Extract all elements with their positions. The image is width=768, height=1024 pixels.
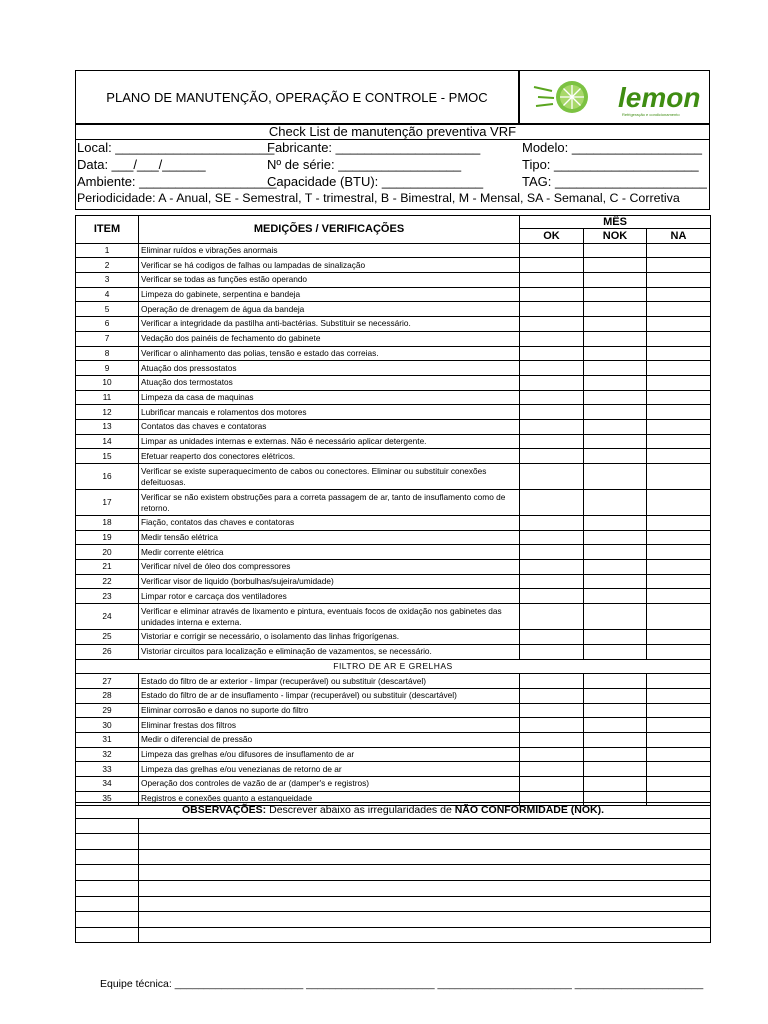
- col-medicoes-header: MEDIÇÕES / VERIFICAÇÕES: [139, 216, 520, 244]
- item-description: Medir corrente elétrica: [139, 545, 520, 560]
- table-row: [76, 674, 711, 689]
- table-row: [76, 545, 711, 560]
- nok-cell[interactable]: [584, 732, 647, 747]
- item-description: Verificar se todas as funções estão operando: [139, 273, 520, 288]
- col-na-header: NA: [647, 229, 711, 244]
- obs-nok: NÃO CONFORMIDADE (NOK).: [454, 804, 605, 817]
- na-cell[interactable]: [647, 434, 711, 449]
- na-cell[interactable]: [647, 419, 711, 434]
- table-row: [76, 560, 711, 575]
- item-description: Estado do filtro de ar exterior - limpar (recuperável) ou substituir (descartável): [139, 674, 520, 689]
- logo-box: [519, 70, 710, 124]
- ok-cell[interactable]: [520, 258, 584, 273]
- item-description: Contatos das chaves e contatoras: [139, 419, 520, 434]
- item-number: 6: [76, 317, 139, 332]
- na-cell[interactable]: [647, 361, 711, 376]
- nok-cell[interactable]: [584, 317, 647, 332]
- ok-cell[interactable]: [520, 361, 584, 376]
- table-row: [76, 732, 711, 747]
- item-description: Registros e conexões quanto a estanqueidade: [139, 791, 520, 806]
- obs-row[interactable]: [76, 880, 711, 896]
- na-cell[interactable]: [647, 346, 711, 361]
- col-item-header: ITEM: [76, 216, 139, 244]
- ok-cell[interactable]: [520, 747, 584, 762]
- checklist-table: [75, 215, 711, 806]
- na-cell[interactable]: [647, 302, 711, 317]
- observations-table: [75, 802, 711, 943]
- nok-cell[interactable]: [584, 243, 647, 258]
- item-number: 33: [76, 762, 139, 777]
- item-number: 2: [76, 258, 139, 273]
- item-description: Vistoriar e corrigir se necessário, o isolamento das linhas frigorígenas.: [139, 630, 520, 645]
- na-cell[interactable]: [647, 530, 711, 545]
- nok-cell[interactable]: [584, 703, 647, 718]
- field-serie[interactable]: Nº de série: _________________: [267, 157, 462, 172]
- na-cell[interactable]: [647, 331, 711, 346]
- table-row: [76, 718, 711, 733]
- na-cell[interactable]: [647, 762, 711, 777]
- lemon-slice-icon: [534, 81, 588, 113]
- item-number: 1: [76, 243, 139, 258]
- na-cell[interactable]: [647, 777, 711, 792]
- item-description: Limpeza da casa de maquinas: [139, 390, 520, 405]
- ok-cell[interactable]: [520, 718, 584, 733]
- item-description: Verificar e eliminar através de lixamento e pintura, eventuais focos de oxidação nos gabinetes das unidades interna e externa.: [139, 604, 520, 630]
- na-cell[interactable]: [647, 464, 711, 490]
- field-ambiente[interactable]: Ambiente: ___________________: [77, 174, 277, 189]
- item-description: Limpeza das grelhas e/ou venezianas de retorno de ar: [139, 762, 520, 777]
- item-description: Vistoriar circuitos para localização e eliminação de vazamentos, se necessário.: [139, 644, 520, 659]
- na-cell[interactable]: [647, 375, 711, 390]
- ok-cell[interactable]: [520, 560, 584, 575]
- logo-tagline: Refrigeração e condicionamento: [622, 112, 680, 117]
- table-row: [76, 331, 711, 346]
- item-number: 7: [76, 331, 139, 346]
- nok-cell[interactable]: [584, 346, 647, 361]
- na-cell[interactable]: [647, 674, 711, 689]
- item-description: Verificar a integridade da pastilha anti-bactérias. Substituir se necessário.: [139, 317, 520, 332]
- nok-cell[interactable]: [584, 674, 647, 689]
- nok-cell[interactable]: [584, 574, 647, 589]
- item-number: 11: [76, 390, 139, 405]
- ok-cell[interactable]: [520, 545, 584, 560]
- form-title: PLANO DE MANUTENÇÃO, OPERAÇÃO E CONTROLE - PMOC: [106, 89, 488, 105]
- field-capacidade[interactable]: Capacidade (BTU): ______________: [267, 174, 484, 189]
- item-description: Limpar as unidades internas e externas. Não é necessário aplicar detergente.: [139, 434, 520, 449]
- nok-cell[interactable]: [584, 273, 647, 288]
- item-description: Verificar se não existem obstruções para a correta passagem de ar, tanto de insuflamento como de retorno.: [139, 490, 520, 516]
- item-description: Operação dos controles de vazão de ar (damper's e registros): [139, 777, 520, 792]
- ok-cell[interactable]: [520, 317, 584, 332]
- nok-cell[interactable]: [584, 390, 647, 405]
- equipe-tecnica[interactable]: Equipe técnica: ______________________ ______________________ _______________________ ______________________: [100, 978, 704, 990]
- item-number: 20: [76, 545, 139, 560]
- info-row-3: [76, 173, 709, 190]
- na-cell[interactable]: [647, 604, 711, 630]
- table-row: [76, 273, 711, 288]
- ok-cell[interactable]: [520, 732, 584, 747]
- table-row: [76, 317, 711, 332]
- field-tipo[interactable]: Tipo: ____________________: [522, 157, 699, 172]
- item-number: 29: [76, 703, 139, 718]
- ok-cell[interactable]: [520, 574, 584, 589]
- obs-label: OBSERVAÇÕES:: [181, 804, 267, 817]
- na-cell[interactable]: [647, 688, 711, 703]
- ok-cell[interactable]: [520, 674, 584, 689]
- item-number: 9: [76, 361, 139, 376]
- na-cell[interactable]: [647, 258, 711, 273]
- checklist-title: Check List de manutenção preventiva VRF: [268, 124, 517, 139]
- obs-row[interactable]: [76, 849, 711, 865]
- nok-cell[interactable]: [584, 747, 647, 762]
- nok-cell[interactable]: [584, 464, 647, 490]
- ok-cell[interactable]: [520, 449, 584, 464]
- item-description: Verificar nível de óleo dos compressores: [139, 560, 520, 575]
- nok-cell[interactable]: [584, 287, 647, 302]
- item-number: 14: [76, 434, 139, 449]
- col-mes-header: MÊS: [520, 216, 711, 229]
- nok-cell[interactable]: [584, 644, 647, 659]
- item-description: Medir tensão elétrica: [139, 530, 520, 545]
- ok-cell[interactable]: [520, 490, 584, 516]
- na-cell[interactable]: [647, 545, 711, 560]
- na-cell[interactable]: [647, 273, 711, 288]
- table-row: [76, 419, 711, 434]
- item-description: Verificar o alinhamento das polias, tensão e estado das correias.: [139, 346, 520, 361]
- nok-cell[interactable]: [584, 630, 647, 645]
- ok-cell[interactable]: [520, 530, 584, 545]
- item-description: Eliminar frestas dos filtros: [139, 718, 520, 733]
- na-cell[interactable]: [647, 574, 711, 589]
- table-row: [76, 375, 711, 390]
- na-cell[interactable]: [647, 287, 711, 302]
- item-number: 12: [76, 405, 139, 420]
- item-number: 22: [76, 574, 139, 589]
- item-number: 15: [76, 449, 139, 464]
- item-number: 34: [76, 777, 139, 792]
- item-number: 32: [76, 747, 139, 762]
- nok-cell[interactable]: [584, 604, 647, 630]
- table-row: [76, 434, 711, 449]
- nok-cell[interactable]: [584, 516, 647, 531]
- na-cell[interactable]: [647, 703, 711, 718]
- col-ok-header: OK: [520, 229, 584, 244]
- obs-row[interactable]: [76, 834, 711, 850]
- ok-cell[interactable]: [520, 273, 584, 288]
- item-number: 26: [76, 644, 139, 659]
- col-nok-header: NOK: [584, 229, 647, 244]
- item-description: Operação de drenagem de água da bandeja: [139, 302, 520, 317]
- table-row: [76, 243, 711, 258]
- ok-cell[interactable]: [520, 405, 584, 420]
- table-row: [76, 688, 711, 703]
- table-row: [76, 589, 711, 604]
- nok-cell[interactable]: [584, 545, 647, 560]
- table-row: [76, 777, 711, 792]
- item-number: 8: [76, 346, 139, 361]
- item-number: 4: [76, 287, 139, 302]
- na-cell[interactable]: [647, 560, 711, 575]
- item-description: Efetuar reaperto dos conectores elétricos.: [139, 449, 520, 464]
- table-row: [76, 302, 711, 317]
- nok-cell[interactable]: [584, 361, 647, 376]
- ok-cell[interactable]: [520, 630, 584, 645]
- field-fabricante[interactable]: Fabricante: ____________________: [267, 140, 481, 155]
- info-row-2: [76, 156, 709, 173]
- ok-cell[interactable]: [520, 346, 584, 361]
- field-modelo[interactable]: Modelo: __________________: [522, 140, 703, 155]
- item-number: 10: [76, 375, 139, 390]
- item-description: Atuação dos pressostatos: [139, 361, 520, 376]
- item-description: Limpeza do gabinete, serpentina e bandeja: [139, 287, 520, 302]
- ok-cell[interactable]: [520, 331, 584, 346]
- table-row: [76, 530, 711, 545]
- item-description: Vedação dos painéis de fechamento do gabinete: [139, 331, 520, 346]
- info-row-4: [76, 190, 709, 207]
- ok-cell[interactable]: [520, 390, 584, 405]
- table-row: [76, 361, 711, 376]
- item-description: Fiação, contatos das chaves e contatoras: [139, 516, 520, 531]
- item-number: 18: [76, 516, 139, 531]
- obs-row[interactable]: [76, 927, 711, 943]
- nok-cell[interactable]: [584, 589, 647, 604]
- table-row: [76, 390, 711, 405]
- ok-cell[interactable]: [520, 604, 584, 630]
- item-number: 5: [76, 302, 139, 317]
- na-cell[interactable]: [647, 589, 711, 604]
- item-number: 3: [76, 273, 139, 288]
- obs-text: Descrever abaixo as irregularidades de: [266, 804, 455, 817]
- field-local[interactable]: Local: ______________________: [77, 140, 275, 155]
- item-description: Eliminar corrosão e danos no suporte do filtro: [139, 703, 520, 718]
- observations-title: [76, 803, 711, 819]
- table-row: [76, 747, 711, 762]
- ok-cell[interactable]: [520, 302, 584, 317]
- nok-cell[interactable]: [584, 490, 647, 516]
- table-row: [76, 574, 711, 589]
- nok-cell[interactable]: [584, 331, 647, 346]
- obs-row[interactable]: [76, 896, 711, 912]
- na-cell[interactable]: [647, 630, 711, 645]
- item-number: 35: [76, 791, 139, 806]
- item-number: 25: [76, 630, 139, 645]
- nok-cell[interactable]: [584, 718, 647, 733]
- ok-cell[interactable]: [520, 375, 584, 390]
- ok-cell[interactable]: [520, 464, 584, 490]
- item-description: Verificar se existe superaquecimento de cabos ou conectores. Eliminar ou substituir conexões defeituosas.: [139, 464, 520, 490]
- obs-row[interactable]: [76, 818, 711, 834]
- item-number: 13: [76, 419, 139, 434]
- na-cell[interactable]: [647, 516, 711, 531]
- table-row: [76, 762, 711, 777]
- table-row: [76, 258, 711, 273]
- nok-cell[interactable]: [584, 560, 647, 575]
- na-cell[interactable]: [647, 747, 711, 762]
- item-description: Estado do filtro de ar de insuflamento - limpar (recuperável) ou substituir (descartável): [139, 688, 520, 703]
- obs-row[interactable]: [76, 865, 711, 881]
- item-number: 16: [76, 464, 139, 490]
- item-number: 19: [76, 530, 139, 545]
- nok-cell[interactable]: [584, 762, 647, 777]
- ok-cell[interactable]: [520, 434, 584, 449]
- item-number: 23: [76, 589, 139, 604]
- table-row: [76, 490, 711, 516]
- checklist-body: [76, 243, 711, 806]
- ok-cell[interactable]: [520, 516, 584, 531]
- nok-cell[interactable]: [584, 375, 647, 390]
- nok-cell[interactable]: [584, 449, 647, 464]
- table-row: [76, 604, 711, 630]
- nok-cell[interactable]: [584, 688, 647, 703]
- item-description: Eliminar ruídos e vibrações anormais: [139, 243, 520, 258]
- item-description: Verificar visor de liquido (borbulhas/sujeira/umidade): [139, 574, 520, 589]
- field-data[interactable]: Data: ___/___/______: [77, 157, 206, 172]
- item-number: 30: [76, 718, 139, 733]
- item-number: 24: [76, 604, 139, 630]
- nok-cell[interactable]: [584, 302, 647, 317]
- item-number: 21: [76, 560, 139, 575]
- equipment-info: [75, 124, 710, 210]
- table-row: [76, 405, 711, 420]
- item-description: Limpar rotor e carcaça dos ventiladores: [139, 589, 520, 604]
- nok-cell[interactable]: [584, 405, 647, 420]
- ok-cell[interactable]: [520, 287, 584, 302]
- item-description: Lubrificar mancais e rolamentos dos motores: [139, 405, 520, 420]
- item-description: Limpeza das grelhas e/ou difusores de insuflamento de ar: [139, 747, 520, 762]
- checklist-title-row: [76, 123, 709, 140]
- ok-cell[interactable]: [520, 589, 584, 604]
- table-row: [76, 449, 711, 464]
- ok-cell[interactable]: [520, 688, 584, 703]
- lemon-logo: [520, 71, 709, 123]
- section-filtro-label: FILTRO DE AR E GRELHAS: [76, 659, 711, 674]
- na-cell[interactable]: [647, 243, 711, 258]
- na-cell[interactable]: [647, 405, 711, 420]
- info-row-1: [76, 139, 709, 156]
- ok-cell[interactable]: [520, 762, 584, 777]
- item-number: 27: [76, 674, 139, 689]
- table-row: [76, 464, 711, 490]
- table-row: [76, 346, 711, 361]
- table-row: [76, 287, 711, 302]
- na-cell[interactable]: [647, 317, 711, 332]
- ok-cell[interactable]: [520, 243, 584, 258]
- nok-cell[interactable]: [584, 258, 647, 273]
- table-row: [76, 630, 711, 645]
- nok-cell[interactable]: [584, 777, 647, 792]
- na-cell[interactable]: [647, 390, 711, 405]
- na-cell[interactable]: [647, 732, 711, 747]
- item-number: 31: [76, 732, 139, 747]
- na-cell[interactable]: [647, 644, 711, 659]
- table-row: [76, 516, 711, 531]
- na-cell[interactable]: [647, 718, 711, 733]
- item-description: Medir o diferencial de pressão: [139, 732, 520, 747]
- nok-cell[interactable]: [584, 434, 647, 449]
- item-description: Verificar se há codigos de falhas ou lampadas de sinalização: [139, 258, 520, 273]
- nok-cell[interactable]: [584, 419, 647, 434]
- ok-cell[interactable]: [520, 703, 584, 718]
- logo-text: lemon: [618, 82, 701, 113]
- ok-cell[interactable]: [520, 777, 584, 792]
- na-cell[interactable]: [647, 449, 711, 464]
- item-description: Atuação dos termostatos: [139, 375, 520, 390]
- nok-cell[interactable]: [584, 530, 647, 545]
- item-number: 28: [76, 688, 139, 703]
- obs-row[interactable]: [76, 912, 711, 928]
- form-title-box: [75, 70, 519, 124]
- section-row: [76, 659, 711, 674]
- table-row: [76, 644, 711, 659]
- ok-cell[interactable]: [520, 419, 584, 434]
- table-row: [76, 703, 711, 718]
- na-cell[interactable]: [647, 490, 711, 516]
- periodicidade: Periodicidade: A - Anual, SE - Semestral, T - trimestral, B - Bimestral, M - Mensal, SA - Semanal, C - Corretiva: [77, 191, 680, 205]
- ok-cell[interactable]: [520, 644, 584, 659]
- field-tag[interactable]: TAG: _____________________: [522, 174, 707, 189]
- item-number: 17: [76, 490, 139, 516]
